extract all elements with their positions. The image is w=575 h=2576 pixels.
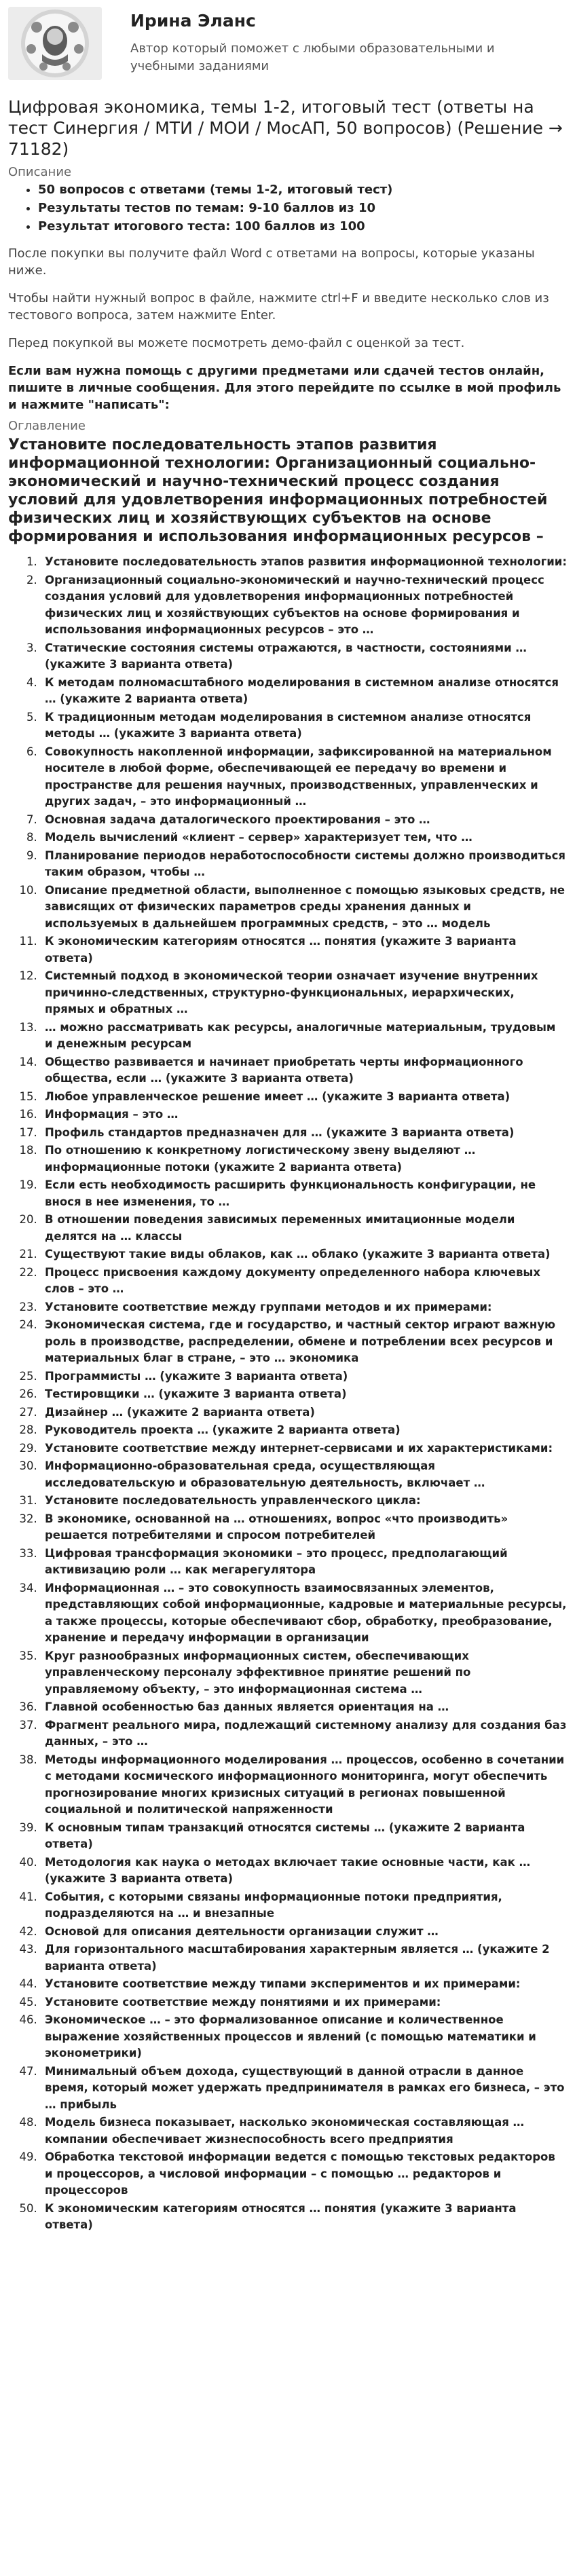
question-item[interactable]: 15. Любое управленческое решение имеет … (укажите 3 варианта ответа): [41, 1089, 567, 1106]
question-item[interactable]: 36. Главной особенностью баз данных является ориентация на …: [41, 1699, 567, 1716]
question-item[interactable]: 8. Модель вычислений «клиент – сервер» характеризует тем, что …: [41, 829, 567, 846]
author-description: Автор который поможет с любыми образовательными и учебными заданиями: [130, 41, 495, 73]
question-item[interactable]: 44. Установите соответствие между типами экспериментов и их примерами:: [41, 1976, 567, 1993]
question-item[interactable]: 46. Экономическое … – это формализованное описание и количественное выражение хозяйственных процессов и явлений (с помощью математики и эконометрики): [41, 2012, 567, 2062]
question-item[interactable]: 12. Системный подход в экономической теории означает изучение внутренних причинно-следственных, структурно-функциональных, иерархических, прямых и обратных …: [41, 968, 567, 1018]
question-item[interactable]: 3. Статические состояния системы отражаются, в частности, состояниями … (укажите 3 варианта ответа): [41, 640, 567, 673]
question-item[interactable]: 21. Существуют такие виды облаков, как … облако (укажите 3 варианта ответа): [41, 1246, 567, 1263]
question-item[interactable]: 38. Методы информационного моделирования … процессов, особенно в сочетании с методами космического информационного мониторинга, могут обеспечить прогнозирование многих кризисных ситуаций в регионах повышенной социальной и политической напряженности: [41, 1752, 567, 1818]
toc-label: Оглавление: [8, 419, 86, 433]
description-item: • Результаты тестов по темам: 9-10 баллов из 10: [38, 199, 567, 217]
author-avatar[interactable]: [8, 7, 102, 80]
help-text: Если вам нужна помощь с другими предметами или сдачей тестов онлайн, пишите в личные сообщения. Для этого перейдите по ссылке в мой профиль и нажмите "написать":: [8, 364, 561, 412]
question-item[interactable]: 7. Основная задача даталогического проектирования – это …: [41, 812, 567, 829]
question-item[interactable]: 26. Тестировщики … (укажите 3 варианта ответа): [41, 1386, 567, 1403]
description-label: Описание: [8, 165, 72, 179]
question-item[interactable]: 33. Цифровая трансформация экономики – это процесс, предполагающий активизацию роли … как мегарегулятора: [41, 1546, 567, 1579]
question-item[interactable]: 39. К основным типам транзакций относятся системы … (укажите 2 варианта ответа): [41, 1820, 567, 1853]
question-item[interactable]: 23. Установите соответствие между группами методов и их примерами:: [41, 1299, 567, 1316]
question-item[interactable]: 49. Обработка текстовой информации ведется с помощью текстовых редакторов и процессоров, а числовой информации – с помощью … редакторов и процессоров: [41, 2149, 567, 2199]
question-item[interactable]: 47. Минимальный объем дохода, существующий в данной отрасли в данное время, который может удержать предпринимателя в рамках его бизнеса, – это … прибыль: [41, 2064, 567, 2114]
question-item[interactable]: 2. Организационный социально-экономический и научно-технический процесс создания условий для удовлетворения информационных потребностей физических лиц и хозяйствующих субъектов на основе формирования и использования информационных ресурсов – это …: [41, 572, 567, 639]
toc-heading: Установите последовательность этапов развития информационной технологии: Организационный социально-экономический и научно-технический процесс создания условий для удовлетворения информационных потребностей физических лиц и хозяйствующих субъектов на основе формирования и использования информационных ресурсов –: [8, 436, 548, 545]
author-name[interactable]: Ирина Эланс: [130, 11, 256, 31]
question-item[interactable]: 11. К экономическим категориям относятся … понятия (укажите 3 варианта ответа): [41, 933, 567, 967]
description-list: [8, 181, 567, 236]
question-item[interactable]: 20. В отношении поведения зависимых переменных имитационные модели делятся на … классы: [41, 1212, 567, 1245]
question-item[interactable]: 43. Для горизонтального масштабирования характерным является … (укажите 2 варианта ответа): [41, 1941, 567, 1975]
question-item[interactable]: 37. Фрагмент реального мира, подлежащий системному анализу для создания баз данных, – это …: [41, 1717, 567, 1751]
question-item[interactable]: 31. Установите последовательность управленческого цикла:: [41, 1493, 567, 1510]
question-item[interactable]: 24. Экономическая система, где и государство, и частный сектор играют важную роль в производстве, распределении, обмене и потреблении всех ресурсов и материальных благ в стране, – это … экономика: [41, 1317, 567, 1367]
author-info: [102, 7, 538, 75]
question-item[interactable]: 16. Информация – это …: [41, 1106, 567, 1123]
question-item[interactable]: 22. Процесс присвоения каждому документу определенного набора ключевых слов – это …: [41, 1265, 567, 1298]
description-item: • Результат итогового теста: 100 баллов из 100: [38, 217, 567, 236]
question-item[interactable]: 45. Установите соответствие между понятиями и их примерами:: [41, 1994, 567, 2011]
question-item[interactable]: 25. Программисты … (укажите 3 варианта ответа): [41, 1368, 567, 1385]
question-item[interactable]: 19. Если есть необходимость расширить функциональность конфигурации, не внося в нее изменения, то …: [41, 1177, 567, 1210]
question-item[interactable]: 14. Общество развивается и начинает приобретать черты информационного общества, если … (укажите 3 варианта ответа): [41, 1054, 567, 1087]
page-title: Цифровая экономика, темы 1-2, итоговый тест (ответы на тест Синергия / МТИ / МОИ / МосАП, 50 вопросов) (Решение → 71182): [8, 97, 563, 159]
question-item[interactable]: 50. К экономическим категориям относятся … понятия (укажите 3 варианта ответа): [41, 2201, 567, 2234]
question-item[interactable]: 17. Профиль стандартов предназначен для … (укажите 3 варианта ответа): [41, 1125, 567, 1142]
purchase-note: После покупки вы получите файл Word с ответами на вопросы, которые указаны ниже.: [8, 246, 535, 278]
demo-note: Перед покупкой вы можете посмотреть демо-файл с оценкой за тест.: [8, 336, 465, 350]
question-item[interactable]: 27. Дизайнер … (укажите 2 варианта ответа): [41, 1404, 567, 1421]
question-item[interactable]: 32. В экономике, основанной на … отношениях, вопрос «что производить» решается потребителями и спросом потребителей: [41, 1511, 567, 1544]
question-item[interactable]: 18. По отношению к конкретному логистическому звену выделяют … информационные потоки (укажите 2 варианта ответа): [41, 1142, 567, 1176]
description-item: • 50 вопросов с ответами (темы 1-2, итоговый тест): [38, 181, 567, 199]
question-item[interactable]: 28. Руководитель проекта … (укажите 2 варианта ответа): [41, 1422, 567, 1439]
question-item[interactable]: 5. К традиционным методам моделирования в системном анализе относятся методы … (укажите 3 варианта ответа): [41, 709, 567, 743]
avatar-photo-icon: [8, 7, 102, 80]
author-block: [8, 0, 567, 81]
question-item[interactable]: 6. Совокупность накопленной информации, зафиксированной на материальном носителе в любой форме, обеспечивающей ее передачу во времени и пространстве для решения научных, производственных, управленческих и других задач, – это информационный …: [41, 744, 567, 810]
question-item[interactable]: 40. Методология как наука о методах включает такие основные части, как … (укажите 3 варианта ответа): [41, 1854, 567, 1888]
question-item[interactable]: 41. События, с которыми связаны информационные потоки предприятия, подразделяются на … и внезапные: [41, 1889, 567, 1922]
question-item[interactable]: 10. Описание предметной области, выполненное с помощью языковых средств, не зависящих от физических параметров среды хранения данных и используемых в дальнейшем программных средств, – это … модель: [41, 882, 567, 933]
question-item[interactable]: 4. К методам полномасштабного моделирования в системном анализе относятся … (укажите 2 варианта ответа): [41, 675, 567, 708]
question-item[interactable]: 13. … можно рассматривать как ресурсы, аналогичные материальным, трудовым и денежным ресурсам: [41, 1020, 567, 1053]
question-item[interactable]: 42. Основой для описания деятельности организации служит …: [41, 1924, 567, 1941]
question-list: [8, 554, 567, 2234]
question-item[interactable]: 9. Планирование периодов неработоспособности системы должно производиться таким образом, чтобы …: [41, 848, 567, 881]
question-item[interactable]: 48. Модель бизнеса показывает, насколько экономическая составляющая … компании обеспечивает жизнеспособность всего предприятия: [41, 2114, 567, 2148]
question-item[interactable]: 30. Информационно-образовательная среда, осуществляющая исследовательскую и образовательную деятельность, включает …: [41, 1458, 567, 1491]
question-item[interactable]: 34. Информационная … – это совокупность взаимосвязанных элементов, представляющих собой информационные, кадровые и материальные ресурсы, а также процессы, которые обеспечивают сбор, обработку, преобразование, хранение и передачу информации в организации: [41, 1580, 567, 1647]
question-item[interactable]: 1. Установите последовательность этапов развития информационной технологии:: [41, 554, 567, 571]
question-item[interactable]: 35. Круг разнообразных информационных систем, обеспечивающих управленческому персоналу эффективное принятие решений по управляемому объекту, – это информационная система …: [41, 1648, 567, 1698]
question-item[interactable]: 29. Установите соответствие между интернет-сервисами и их характеристиками:: [41, 1440, 567, 1457]
search-note: Чтобы найти нужный вопрос в файле, нажмите ctrl+F и введите несколько слов из тестового вопроса, затем нажмите Enter.: [8, 291, 549, 322]
